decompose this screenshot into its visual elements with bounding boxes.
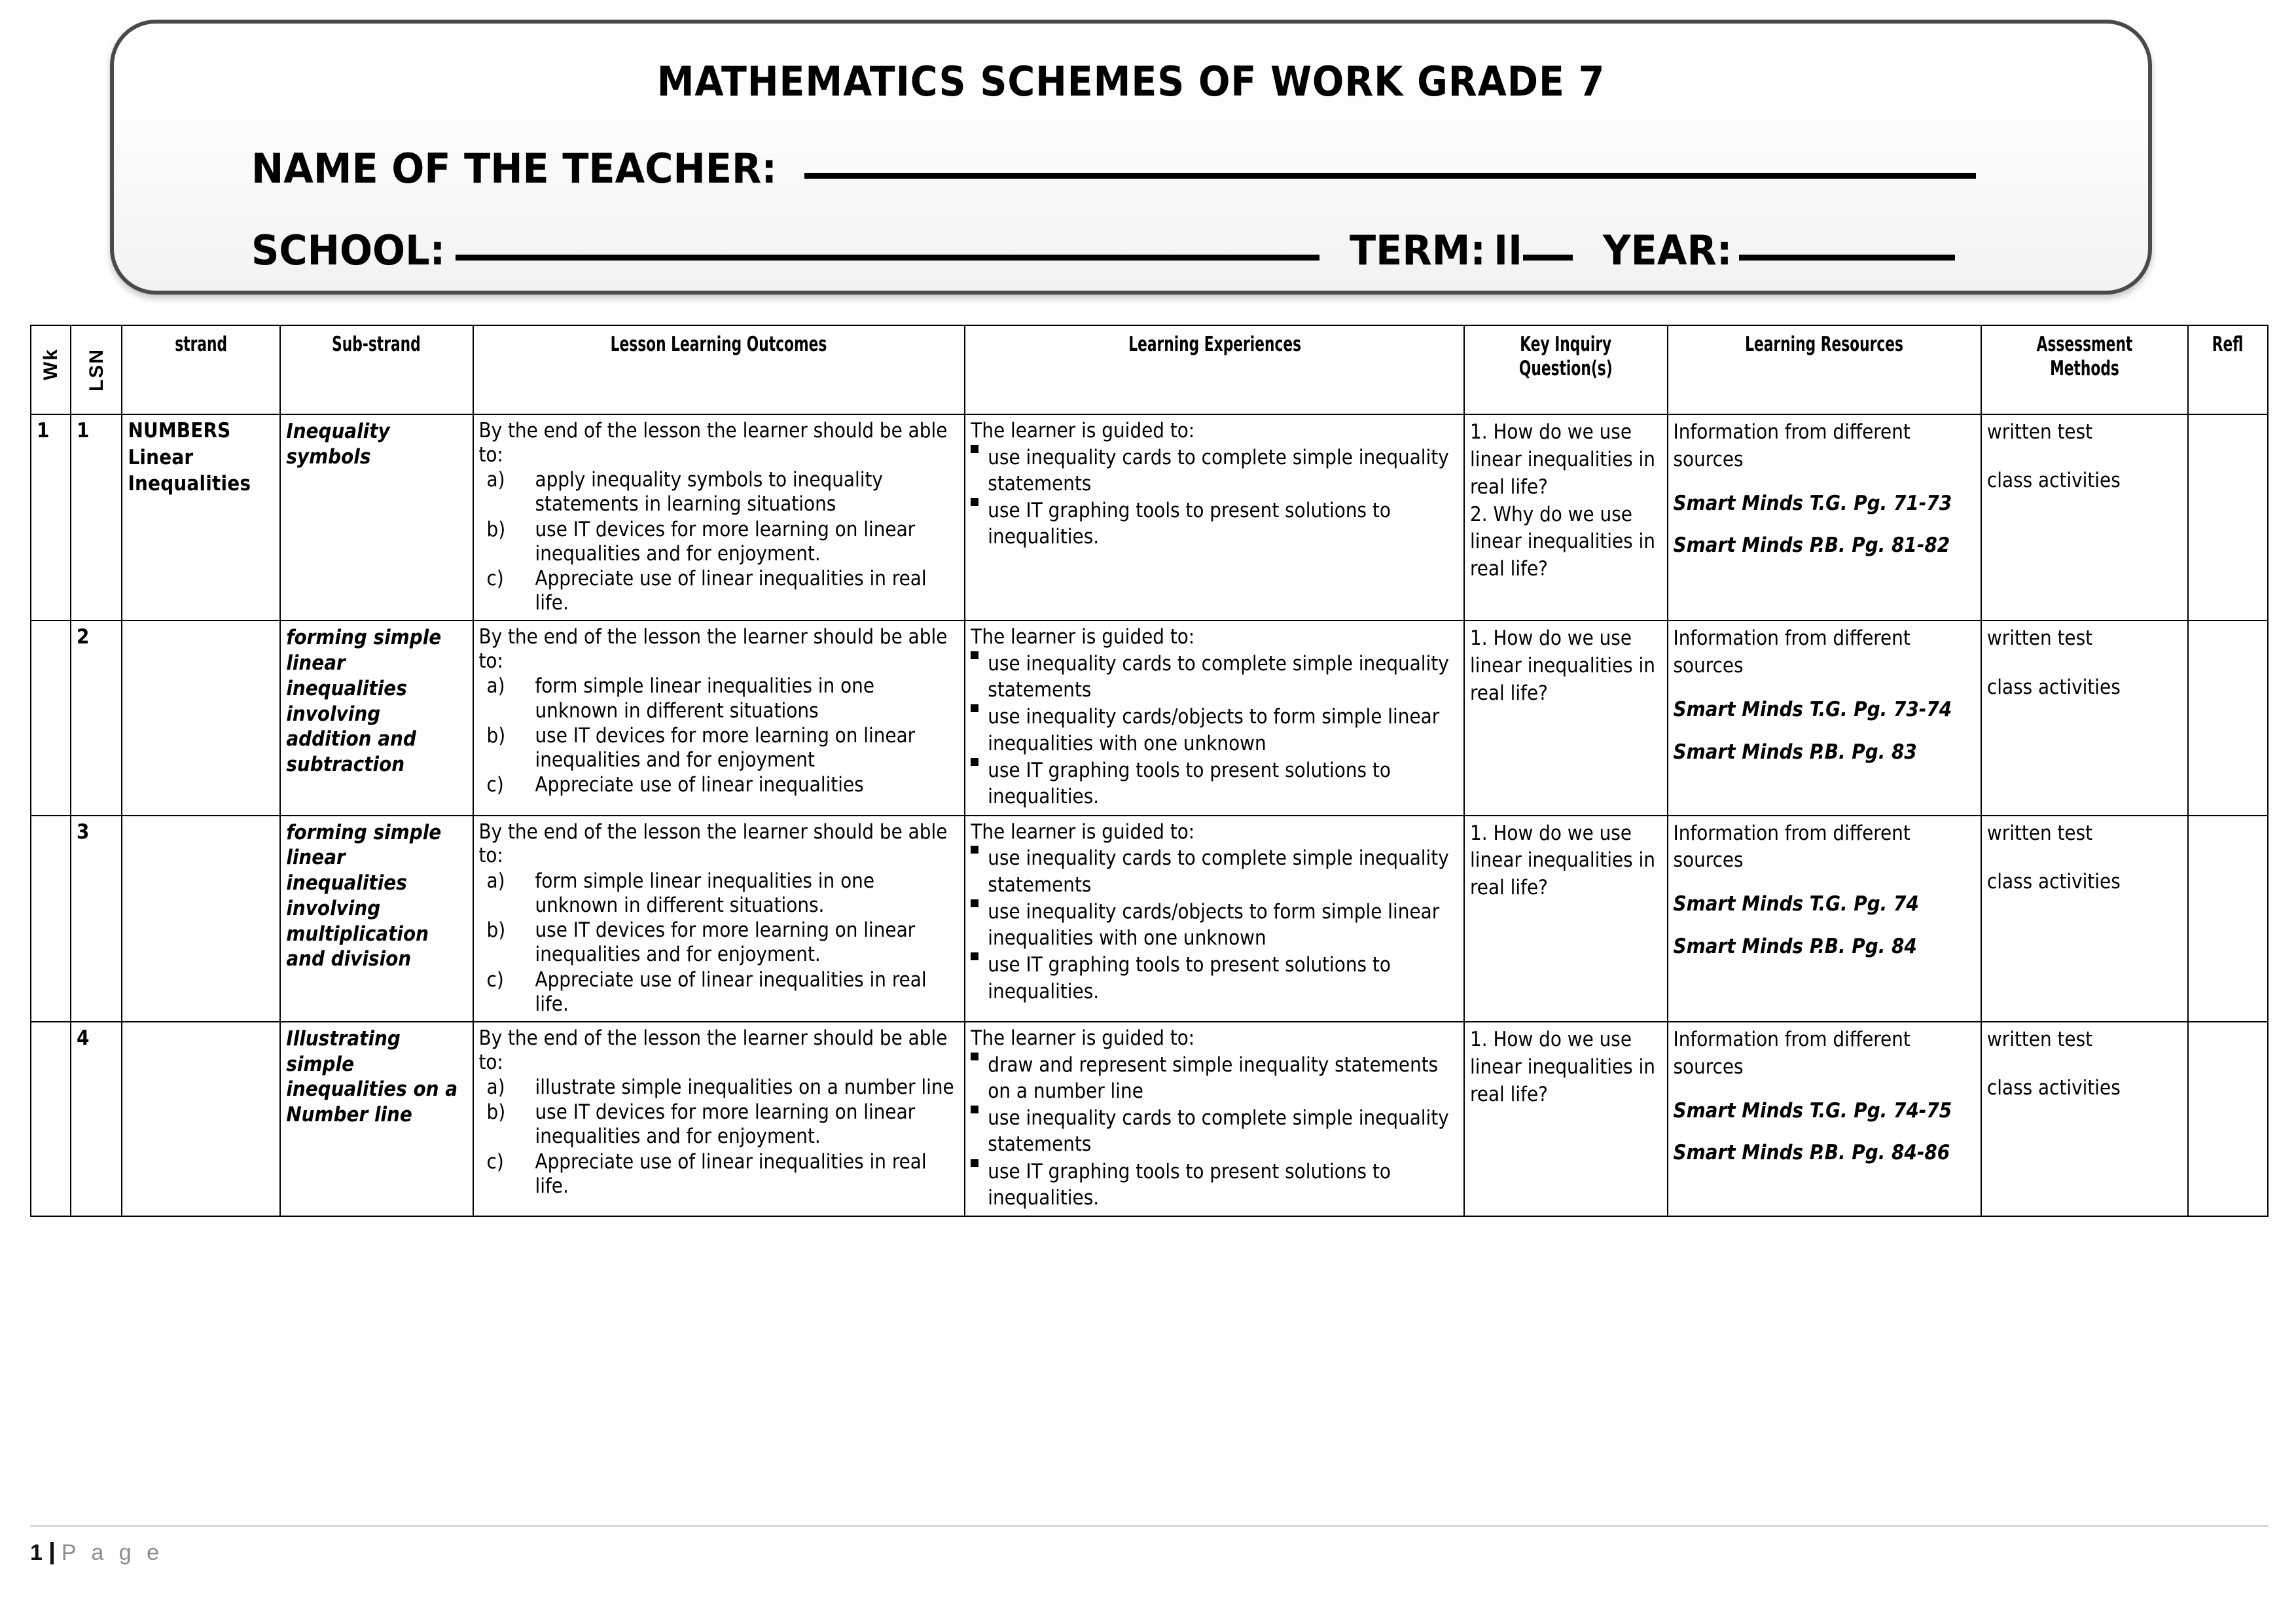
cell-learning-experiences: [965, 1022, 1464, 1216]
experience-text: use inequality cards to complete simple inequality statements: [988, 445, 1449, 496]
outcome-marker: b): [486, 517, 506, 541]
teacher-name-blank[interactable]: [804, 172, 1976, 179]
outcome-marker: c): [486, 1149, 504, 1174]
document-header-box: [110, 20, 2152, 295]
teacher-name-label: NAME OF THE TEACHER:: [251, 145, 777, 192]
cell-reflection[interactable]: [2188, 621, 2268, 815]
assessment-method: class activities: [1986, 1076, 2121, 1100]
resource-general-text: Information from different sources: [1673, 626, 1910, 678]
cell-strand: [122, 1022, 280, 1216]
square-bullet-icon: [971, 704, 978, 712]
column-header-wk: [31, 325, 71, 414]
column-header-learning-experiences: Learning Experiences: [965, 325, 1464, 414]
assessment-method: class activities: [1986, 675, 2121, 699]
cell-assessment-methods: [1981, 414, 2188, 621]
resource-book-reference: Smart Minds P.B. Pg. 83: [1673, 740, 1917, 764]
outcome-text: form simple linear inequalities in one unknown in different situations: [535, 674, 874, 723]
term-label: TERM:: [1349, 226, 1486, 274]
school-label: SCHOOL:: [251, 226, 446, 274]
cell-key-inquiry-questions: [1464, 816, 1668, 1022]
cell-substrand: [280, 414, 473, 621]
square-bullet-icon: [971, 899, 978, 907]
outcome-item: [479, 1100, 960, 1149]
experience-text: use inequality cards to complete simple inequality statements: [988, 1106, 1449, 1157]
cell-key-inquiry-questions: [1464, 414, 1668, 621]
school-term-year-field-line: [251, 226, 1955, 274]
outcome-marker: a): [486, 674, 505, 698]
table-row: [31, 414, 2268, 621]
experience-item: [971, 1159, 1458, 1212]
resource-general-text: Information from different sources: [1673, 821, 1910, 873]
column-header-learning-resources: Learning Resources: [1668, 325, 1981, 414]
page-separator-bar: [50, 1542, 54, 1564]
table-row: [31, 621, 2268, 815]
outcome-marker: a): [486, 1075, 505, 1100]
experiences-lead-text: The learner is guided to:: [971, 419, 1195, 442]
resource-book-reference: Smart Minds T.G. Pg. 73-74: [1673, 697, 1952, 721]
strand-line: Inequalities: [128, 472, 251, 496]
page-indicator: [30, 1540, 2269, 1566]
resource-book-reference: Smart Minds T.G. Pg. 71-73: [1673, 491, 1952, 515]
cell-key-inquiry-questions: [1464, 621, 1668, 815]
experience-item: [971, 1105, 1458, 1158]
column-header-refl: Refl: [2188, 325, 2268, 414]
cell-reflection[interactable]: [2188, 1022, 2268, 1216]
term-value: II: [1493, 226, 1522, 274]
assessment-method: class activities: [1986, 469, 2121, 493]
cell-lesson-learning-outcomes: [473, 1022, 965, 1216]
column-header-assessment-methods: Assessment Methods: [1981, 325, 2188, 414]
cell-learning-experiences: [965, 816, 1464, 1022]
square-bullet-icon: [971, 758, 978, 766]
outcome-item: [479, 968, 960, 1017]
teacher-name-field-line: [251, 145, 1976, 192]
schemes-of-work-table: [30, 325, 2269, 1217]
outcome-marker: b): [486, 723, 506, 748]
strand-line: Linear: [128, 445, 194, 469]
cell-key-inquiry-questions: [1464, 1022, 1668, 1216]
outcome-text: use IT devices for more learning on linear inequalities and for enjoyment: [535, 723, 916, 772]
square-bullet-icon: [971, 1053, 978, 1060]
experience-text: use inequality cards/objects to form simple linear inequalities with one unknown: [988, 705, 1440, 755]
substrand-text: Illustrating simple inequalities on a Number line: [286, 1026, 458, 1127]
outcome-text: apply inequality symbols to inequality statements in learning situations: [535, 468, 883, 516]
outcomes-lead-text: By the end of the lesson the learner should be able to:: [478, 820, 948, 868]
square-bullet-icon: [971, 846, 978, 854]
cell-assessment-methods: [1981, 1022, 2188, 1216]
experience-item: [971, 757, 1458, 810]
school-blank[interactable]: [456, 254, 1319, 261]
cell-strand: [122, 816, 280, 1022]
page-word-label: P a g e: [61, 1540, 164, 1565]
cell-learning-resources: [1668, 816, 1981, 1022]
column-header-strand: strand: [122, 325, 280, 414]
assessment-method: written test: [1986, 821, 2093, 845]
cell-week: [31, 1022, 71, 1216]
cell-lesson-learning-outcomes: [473, 816, 965, 1022]
outcome-item: [479, 724, 960, 772]
table-row: [31, 816, 2268, 1022]
resource-book-reference: Smart Minds T.G. Pg. 74-75: [1673, 1098, 1952, 1123]
cell-learning-experiences: [965, 414, 1464, 621]
year-label: YEAR:: [1602, 226, 1732, 274]
cell-lesson-learning-outcomes: [473, 414, 965, 621]
table-row: [31, 1022, 2268, 1216]
cell-learning-resources: [1668, 414, 1981, 621]
key-inquiry-question: 2. Why do we use linear inequalities in real life?: [1470, 502, 1655, 581]
outcome-marker: b): [486, 1100, 506, 1125]
outcome-item: [479, 869, 960, 918]
experience-item: [971, 704, 1458, 757]
square-bullet-icon: [971, 1106, 978, 1113]
experience-text: use inequality cards to complete simple inequality statements: [988, 651, 1449, 702]
outcomes-lead-text: By the end of the lesson the learner should be able to:: [478, 625, 948, 673]
experience-item: [971, 444, 1458, 497]
column-header-key-inquiry-questions: Key Inquiry Question(s): [1464, 325, 1668, 414]
square-bullet-icon: [971, 952, 978, 960]
cell-substrand: [280, 621, 473, 815]
resource-book-reference: Smart Minds P.B. Pg. 81-82: [1673, 533, 1950, 558]
outcome-text: illustrate simple inequalities on a number line: [535, 1075, 954, 1100]
key-inquiry-question: 1. How do we use linear inequalities in real life?: [1470, 626, 1655, 705]
page-number: 1: [30, 1540, 43, 1565]
substrand-text: forming simple linear inequalities involving addition and subtraction: [286, 626, 442, 777]
footer-divider: [30, 1525, 2269, 1527]
column-header-substrand: Sub-strand: [280, 325, 473, 414]
outcome-item: [479, 1075, 960, 1100]
outcome-text: Appreciate use of linear inequalities in real life.: [535, 566, 927, 615]
resource-book-reference: Smart Minds P.B. Pg. 84: [1673, 935, 1917, 959]
outcome-item: [479, 567, 960, 615]
resource-general-text: Information from different sources: [1673, 1027, 1910, 1079]
experience-item: [971, 651, 1458, 704]
experience-item: [971, 497, 1458, 550]
experience-text: use IT graphing tools to present solutions to inequalities.: [988, 953, 1391, 1003]
cell-learning-resources: [1668, 1022, 1981, 1216]
outcome-item: [479, 518, 960, 566]
cell-reflection[interactable]: [2188, 816, 2268, 1022]
outcome-item: [479, 468, 960, 516]
experience-item: [971, 1052, 1458, 1105]
outcomes-lead-text: By the end of the lesson the learner should be able to:: [478, 419, 948, 467]
outcome-text: form simple linear inequalities in one unknown in different situations.: [535, 869, 874, 917]
experience-text: draw and represent simple inequality statements on a number line: [988, 1053, 1439, 1103]
resource-book-reference: Smart Minds T.G. Pg. 74: [1673, 892, 1919, 916]
resource-general-text: Information from different sources: [1673, 420, 1910, 471]
page-footer: [30, 1525, 2269, 1566]
outcome-text: Appreciate use of linear inequalities in real life.: [535, 967, 927, 1016]
cell-strand: [122, 621, 280, 815]
experiences-lead-text: The learner is guided to:: [971, 1026, 1195, 1050]
term-blank[interactable]: [1523, 254, 1573, 261]
experience-item: [971, 845, 1458, 898]
outcome-text: use IT devices for more learning on linear inequalities and for enjoyment.: [535, 517, 916, 566]
outcome-text: use IT devices for more learning on linear inequalities and for enjoyment.: [535, 918, 916, 967]
substrand-text: forming simple linear inequalities involving multiplication and division: [286, 820, 442, 971]
assessment-method: written test: [1986, 420, 2093, 444]
table-header-row: [31, 325, 2268, 414]
square-bullet-icon: [971, 651, 978, 659]
column-header-wk-label: Wk: [39, 348, 62, 380]
experience-item: [971, 952, 1458, 1005]
experience-text: use IT graphing tools to present solutions to inequalities.: [988, 499, 1391, 549]
outcome-marker: c): [486, 773, 504, 797]
outcome-item: [479, 674, 960, 723]
page-title: MATHEMATICS SCHEMES OF WORK GRADE 7: [656, 58, 1605, 105]
cell-lesson-number: 3: [71, 816, 122, 1022]
assessment-method: class activities: [1986, 869, 2121, 893]
outcomes-lead-text: By the end of the lesson the learner should be able to:: [478, 1026, 948, 1074]
cell-lesson-number: 2: [71, 621, 122, 815]
substrand-text: Inequality symbols: [286, 420, 390, 469]
experience-text: use inequality cards to complete simple inequality statements: [988, 846, 1449, 897]
cell-substrand: [280, 816, 473, 1022]
cell-assessment-methods: [1981, 816, 2188, 1022]
outcome-marker: a): [486, 468, 505, 492]
cell-lesson-learning-outcomes: [473, 621, 965, 815]
experiences-lead-text: The learner is guided to:: [971, 820, 1195, 844]
assessment-method: written test: [1986, 1027, 2093, 1051]
outcome-item: [479, 773, 960, 797]
outcome-text: use IT devices for more learning on linear inequalities and for enjoyment.: [535, 1100, 916, 1149]
cell-lesson-number: 4: [71, 1022, 122, 1216]
square-bullet-icon: [971, 1159, 978, 1167]
square-bullet-icon: [971, 445, 978, 453]
cell-assessment-methods: [1981, 621, 2188, 815]
key-inquiry-question: 1. How do we use linear inequalities in real life?: [1470, 821, 1655, 900]
column-header-lsn-label: LSN: [85, 348, 107, 391]
cell-substrand: [280, 1022, 473, 1216]
cell-learning-resources: [1668, 621, 1981, 815]
outcome-text: Appreciate use of linear inequalities in real life.: [535, 1149, 927, 1198]
cell-reflection[interactable]: [2188, 414, 2268, 621]
key-inquiry-question: 1. How do we use linear inequalities in real life?: [1470, 1027, 1655, 1106]
column-header-lsn: [71, 325, 122, 414]
cell-week: [31, 621, 71, 815]
outcome-item: [479, 918, 960, 967]
outcome-text: Appreciate use of linear inequalities: [535, 773, 864, 797]
cell-week: [31, 816, 71, 1022]
outcome-marker: a): [486, 869, 505, 893]
column-header-lesson-learning-outcomes: Lesson Learning Outcomes: [473, 325, 965, 414]
experience-item: [971, 899, 1458, 952]
outcome-marker: c): [486, 566, 504, 590]
outcome-marker: b): [486, 918, 506, 943]
experiences-lead-text: The learner is guided to:: [971, 625, 1195, 649]
cell-learning-experiences: [965, 621, 1464, 815]
cell-lesson-number: 1: [71, 414, 122, 621]
table-body: [31, 414, 2268, 1216]
assessment-method: written test: [1986, 626, 2093, 651]
square-bullet-icon: [971, 498, 978, 506]
resource-book-reference: Smart Minds P.B. Pg. 84-86: [1673, 1141, 1950, 1165]
outcome-marker: c): [486, 967, 504, 992]
experience-text: use inequality cards/objects to form simple linear inequalities with one unknown: [988, 899, 1440, 950]
strand-line: NUMBERS: [128, 419, 231, 442]
cell-week: 1: [31, 414, 71, 621]
outcome-item: [479, 1150, 960, 1199]
key-inquiry-question: 1. How do we use linear inequalities in real life?: [1470, 420, 1655, 499]
experience-text: use IT graphing tools to present solutions to inequalities.: [988, 759, 1391, 809]
year-blank[interactable]: [1739, 254, 1955, 261]
experience-text: use IT graphing tools to present solutions to inequalities.: [988, 1159, 1391, 1210]
cell-strand: [122, 414, 280, 621]
